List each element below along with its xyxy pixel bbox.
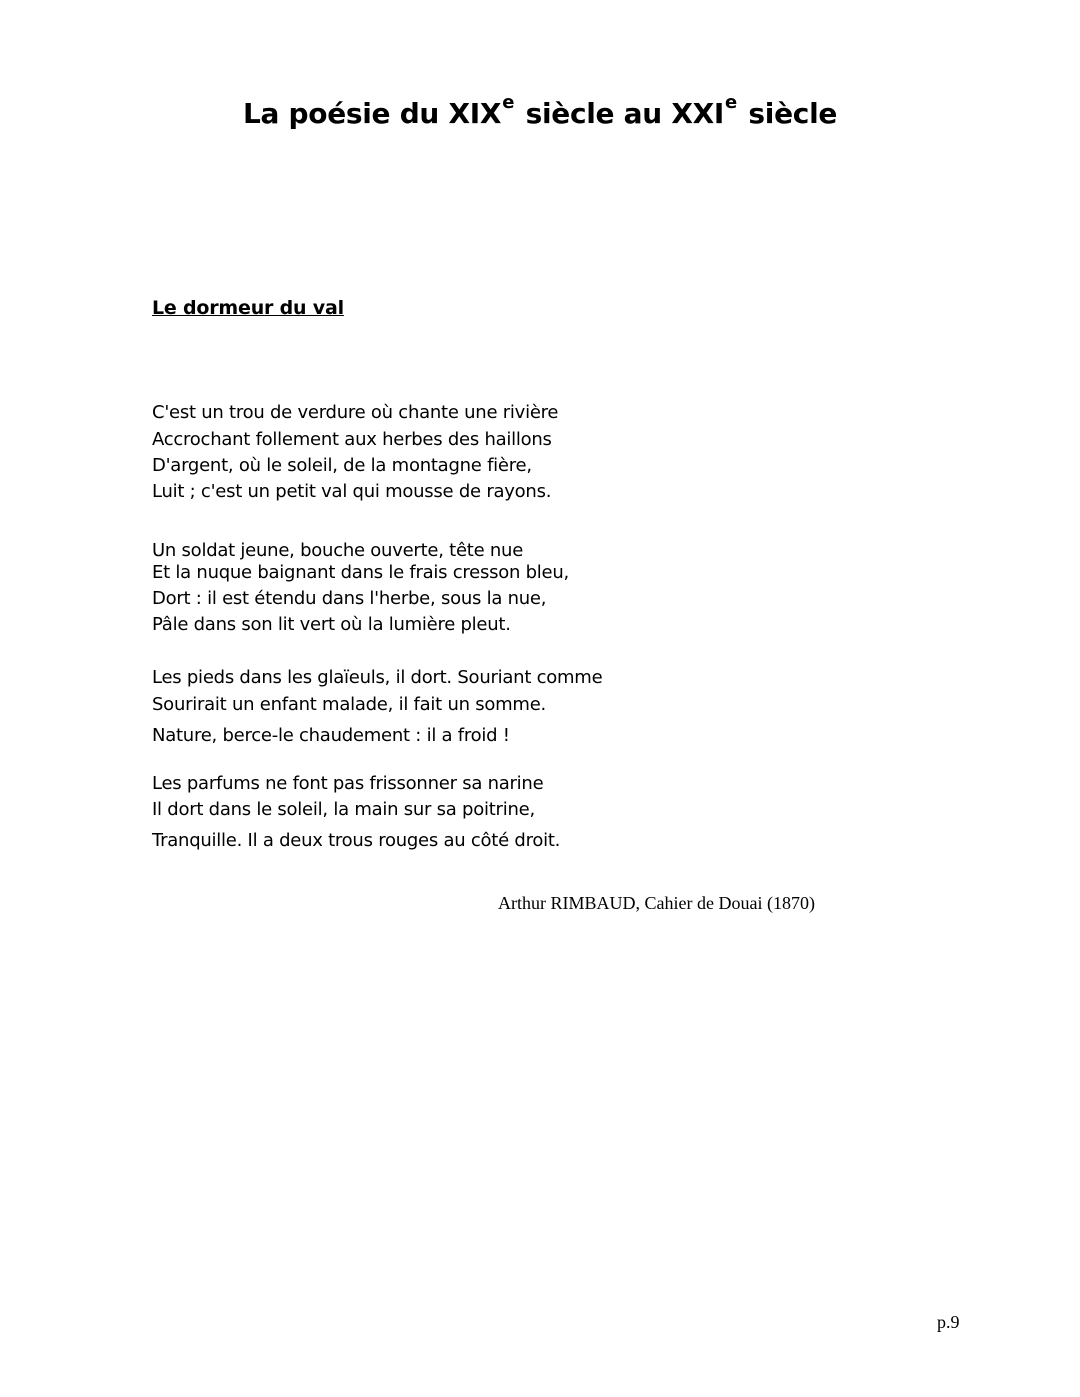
poem-line: D'argent, où le soleil, de la montagne fière, [152,455,532,476]
poem-line: Nature, berce-le chaudement : il a froid ! [152,725,510,746]
poem-line: Les pieds dans les glaïeuls, il dort. Souriant comme [152,667,603,688]
poem-line: Dort : il est étendu dans l'herbe, sous la nue, [152,588,547,609]
poem-attribution: Arthur RIMBAUD, Cahier de Douai (1870) [498,893,815,913]
poem-line: Accrochant follement aux herbes des haillons [152,429,552,450]
poem-line: Tranquille. Il a deux trous rouges au côté droit. [152,830,561,851]
poem-line: Pâle dans son lit vert où la lumière pleut. [152,614,511,635]
poem-line: C'est un trou de verdure où chante une rivière [152,402,559,423]
poem-line: Et la nuque baignant dans le frais cresson bleu, [152,562,569,583]
poem-line: Luit ; c'est un petit val qui mousse de rayons. [152,481,552,502]
poem-line: Sourirait un enfant malade, il fait un somme. [152,694,546,715]
title-superscript-2: e [725,92,737,113]
title-part-3: siècle [738,97,838,130]
page-number: p.9 [937,1312,960,1332]
title-superscript-1: e [502,92,515,113]
title-part-1: La poésie du XIX [242,97,502,130]
poem-title: Le dormeur du val [152,297,344,319]
poem-line: Un soldat jeune, bouche ouverte, tête nue [152,540,524,561]
page-title [0,92,1080,130]
title-part-2: siècle au XXI [516,97,725,130]
poem-line: Les parfums ne font pas frissonner sa narine [152,773,544,794]
poem-line: Il dort dans le soleil, la main sur sa poitrine, [152,799,535,820]
